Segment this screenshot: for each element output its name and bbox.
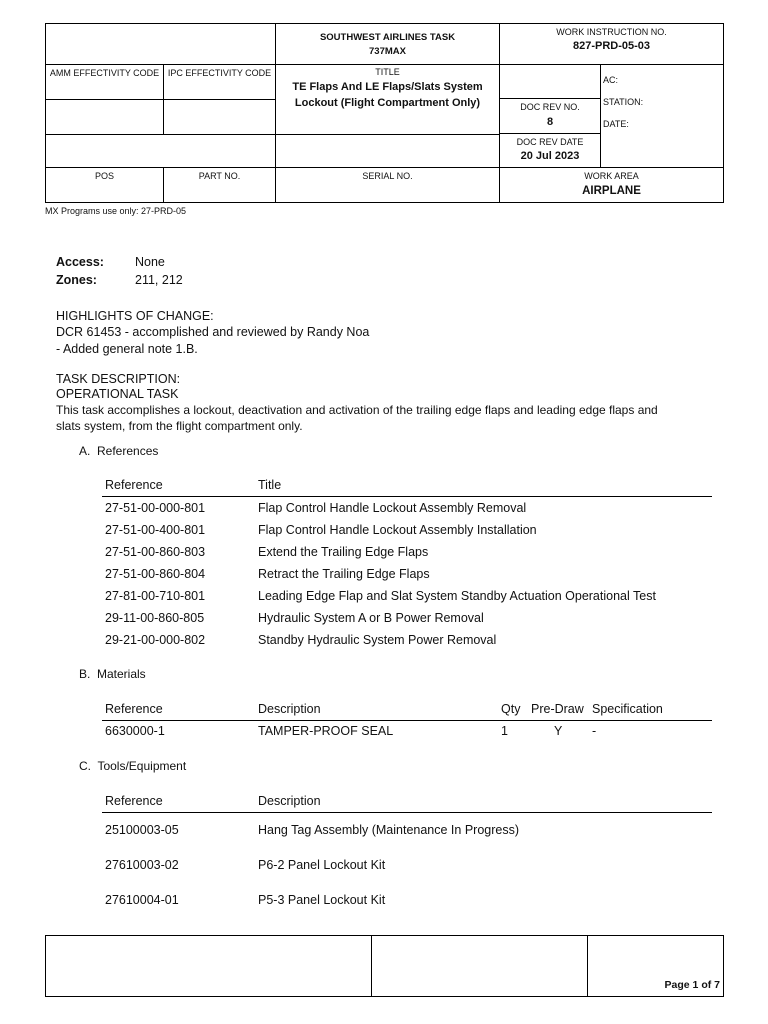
materials-col-predraw: Pre-Draw xyxy=(531,702,584,716)
references-heading: A. References xyxy=(79,444,159,458)
table-row-desc: Hang Tag Assembly (Maintenance In Progress) xyxy=(258,823,520,837)
task-type: OPERATIONAL TASK xyxy=(56,387,179,401)
references-col-reference: Reference xyxy=(105,478,163,492)
pos-label: POS xyxy=(94,171,114,181)
task-title-line2: Lockout (Flight Compartment Only) xyxy=(294,97,481,109)
materials-heading: B. Materials xyxy=(79,667,146,681)
ipc-effectivity-label: IPC EFFECTIVITY CODE xyxy=(167,68,272,78)
part-no-label: PART NO. xyxy=(198,171,241,181)
serial-no-label: SERIAL NO. xyxy=(362,171,413,181)
title-label: TITLE xyxy=(375,67,400,77)
table-row-title: Flap Control Handle Lockout Assembly Removal xyxy=(258,501,527,515)
table-row-ref: 27-51-00-860-804 xyxy=(105,567,206,581)
table-row-spec: - xyxy=(592,724,597,738)
work-instruction-label: WORK INSTRUCTION NO. xyxy=(556,27,667,37)
amm-effectivity-label: AMM EFFECTIVITY CODE xyxy=(49,68,160,78)
doc-rev-date-label: DOC REV DATE xyxy=(516,137,584,147)
airline-task-label: SOUTHWEST AIRLINES TASK xyxy=(319,32,456,43)
table-row-title: Flap Control Handle Lockout Assembly Installation xyxy=(258,523,537,537)
table-row-ref: 27-81-00-710-801 xyxy=(105,589,206,603)
table-row-title: Standby Hydraulic System Power Removal xyxy=(258,633,497,647)
doc-rev-no-label: DOC REV NO. xyxy=(520,102,580,112)
table-row-desc: P5-3 Panel Lockout Kit xyxy=(258,893,386,907)
access-label: Access: xyxy=(56,255,104,269)
table-row-ref: 29-21-00-000-802 xyxy=(105,633,206,647)
table-row-predraw: Y xyxy=(554,724,563,738)
materials-col-spec: Specification xyxy=(592,702,663,716)
table-row-ref: 27-51-00-400-801 xyxy=(105,523,206,537)
zones-value: 211, 212 xyxy=(135,273,183,287)
references-header-rule xyxy=(102,496,712,497)
access-value: None xyxy=(135,255,165,269)
table-row-desc: P6-2 Panel Lockout Kit xyxy=(258,858,386,872)
doc-rev-no-value: 8 xyxy=(546,116,554,128)
task-title-line1: TE Flaps And LE Flaps/Slats System xyxy=(292,81,483,93)
mx-programs-note: MX Programs use only: 27-PRD-05 xyxy=(45,206,187,216)
task-description-line1: This task accomplishes a lockout, deactivation and activation of the trailing edge flaps and leading edge flaps and xyxy=(56,403,658,417)
doc-rev-date-value: 20 Jul 2023 xyxy=(520,150,580,162)
work-area-label: WORK AREA xyxy=(584,171,639,181)
table-row-qty: 1 xyxy=(501,724,508,738)
table-row-title: Extend the Trailing Edge Flaps xyxy=(258,545,429,559)
work-area-value: AIRPLANE xyxy=(582,185,641,197)
date-label: DATE: xyxy=(603,119,629,129)
page-number: Page 1 of 7 xyxy=(664,979,720,991)
table-row-ref: 27610004-01 xyxy=(105,893,179,907)
table-row-title: Hydraulic System A or B Power Removal xyxy=(258,611,484,625)
table-row-desc: TAMPER-PROOF SEAL xyxy=(258,724,394,738)
materials-col-reference: Reference xyxy=(105,702,163,716)
tools-col-reference: Reference xyxy=(105,794,163,808)
table-row-ref: 6630000-1 xyxy=(105,724,165,738)
table-row-ref: 25100003-05 xyxy=(105,823,179,837)
materials-col-description: Description xyxy=(258,702,321,716)
zones-label: Zones: xyxy=(56,273,97,287)
tools-header-rule xyxy=(102,812,712,813)
highlights-line1: DCR 61453 - accomplished and reviewed by Randy Noa xyxy=(56,325,370,339)
table-row-ref: 29-11-00-860-805 xyxy=(105,611,205,625)
table-row-title: Leading Edge Flap and Slat System Standby Actuation Operational Test xyxy=(258,589,656,603)
tools-col-description: Description xyxy=(258,794,321,808)
references-col-title: Title xyxy=(258,478,282,492)
table-row-ref: 27-51-00-860-803 xyxy=(105,545,206,559)
highlights-line2: - Added general note 1.B. xyxy=(56,342,198,356)
aircraft-type: 737MAX xyxy=(369,46,406,57)
highlights-heading: HIGHLIGHTS OF CHANGE: xyxy=(56,309,214,323)
ac-label: AC: xyxy=(603,75,619,85)
materials-col-qty: Qty xyxy=(501,702,521,716)
table-row-ref: 27-51-00-000-801 xyxy=(105,501,206,515)
tools-heading: C. Tools/Equipment xyxy=(79,759,187,773)
table-row-ref: 27610003-02 xyxy=(105,858,179,872)
task-description-heading: TASK DESCRIPTION: xyxy=(56,372,181,386)
station-label: STATION: xyxy=(603,97,644,107)
task-description-line2: slats system, from the flight compartment only. xyxy=(56,419,303,433)
materials-header-rule xyxy=(102,720,712,721)
work-instruction-number: 827-PRD-05-03 xyxy=(572,40,651,52)
table-row-title: Retract the Trailing Edge Flaps xyxy=(258,567,430,581)
